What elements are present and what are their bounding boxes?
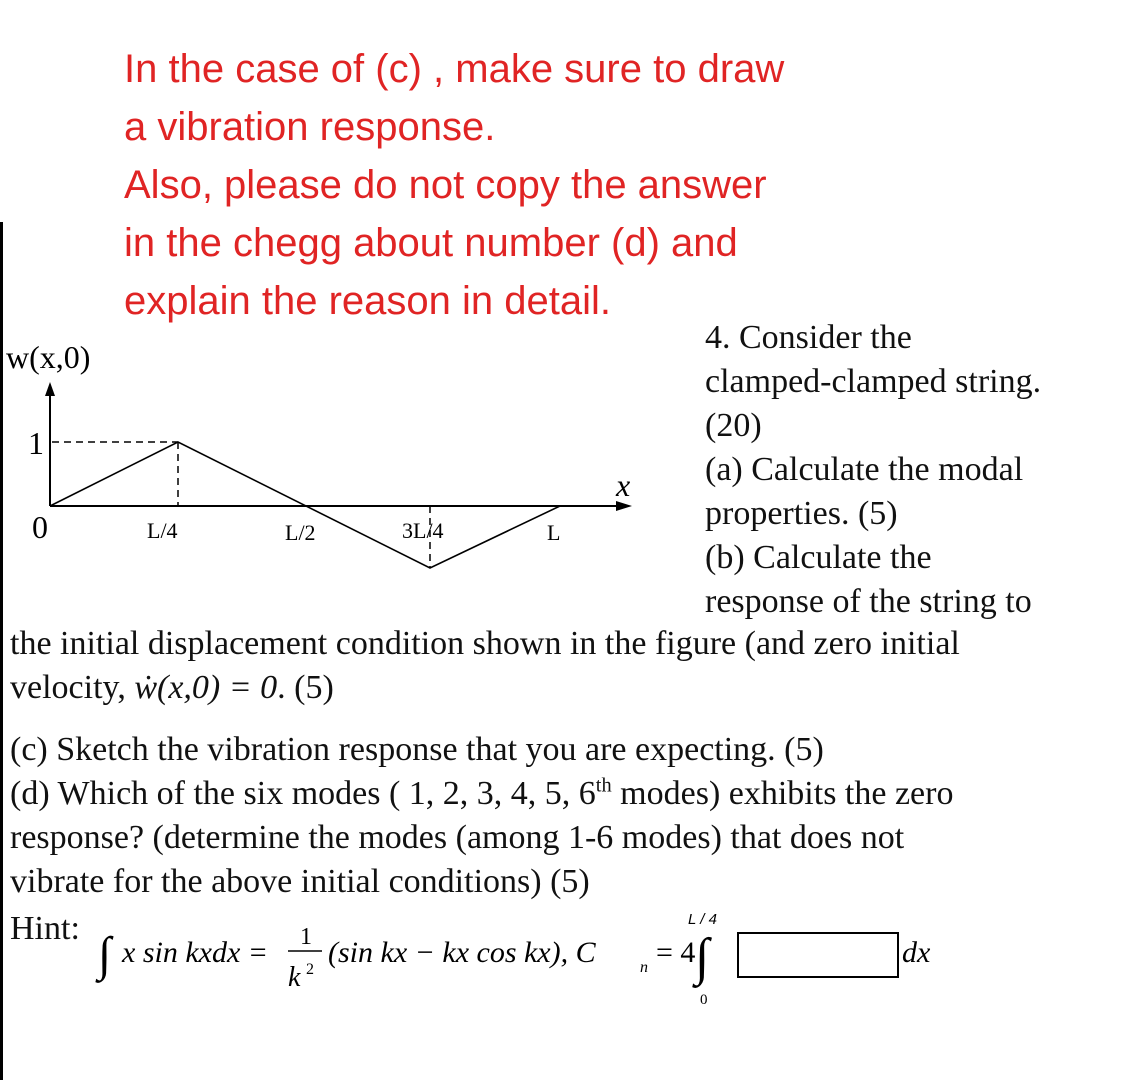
velocity-condition: ẇ(x,0) = 0 [134,669,278,706]
hint-formula [0,900,1123,1030]
cn-subscript: n [640,959,648,976]
x-tick-l: L [547,520,561,545]
integrand-blank-box [738,933,898,977]
x-axis-label: x [616,467,631,503]
fraction-numerator: 1 [300,924,312,950]
bracket-expression: (sin kx − kx cos kx), C [328,936,596,969]
question-line-7: response of the string to [705,583,1032,620]
equals-four: = 4 [656,936,696,969]
question-full-line: the initial displacement condition shown in the figure (and zero initial [10,625,960,662]
question-intro [705,316,1115,624]
x-tick-l4: L/4 [147,518,178,543]
part-d-pre: (d) Which of the six modes ( 1, 2, 3, 4, 5, 6 [10,775,596,812]
question-line-3: (20) [705,407,762,444]
part-d-post: modes) exhibits the zero [611,775,954,812]
lower-limit: 0 [700,992,708,1008]
initial-displacement-figure [0,330,700,590]
part-d-line-2: response? (determine the modes (among 1-6 modes) that does not [10,819,905,856]
instruction-note [124,40,844,330]
velocity-suffix: . (5) [277,669,334,706]
integral-sign-1: ∫ [98,928,112,981]
fraction-denominator-power: 2 [306,961,314,978]
integrand: x sin kxdx = [122,936,269,969]
y-axis-label: w(x,0) [6,339,91,375]
question-line-2: clamped-clamped string. [705,363,1042,400]
question-line-4: (a) Calculate the modal [705,451,1024,488]
origin-label: 0 [32,509,48,545]
part-d-line-3: vibrate for the above initial conditions) (5) [10,863,590,900]
dx-label: dx [902,936,931,969]
part-d-line-1 [10,772,1110,816]
question-parts [10,728,1110,904]
note-line-5: explain the reason in detail. [124,279,611,323]
x-tick-3l4: 3L/4 [402,518,444,543]
question-line-6: (b) Calculate the [705,539,932,576]
velocity-prefix: velocity, [10,669,126,706]
part-d-superscript: th [595,774,612,797]
y-tick-one: 1 [28,425,44,461]
question-line-1: 4. Consider the [705,319,912,356]
note-line-4: in the chegg about number (d) and [124,221,738,265]
question-continuation [10,622,1110,710]
hint-label: Hint: [10,910,80,947]
upper-limit: L / 4 [688,911,717,928]
x-tick-l2: L/2 [285,520,316,545]
note-line-2: a vibration response. [124,105,496,149]
velocity-line [10,666,1110,710]
part-c: (c) Sketch the vibration response that you are expecting. (5) [10,731,824,768]
question-line-5: properties. (5) [705,495,898,532]
fraction-denominator: k [288,962,301,993]
note-line-1: In the case of (c) , make sure to draw [124,47,785,91]
integral-sign-2: ∫ [695,929,710,986]
note-line-3: Also, please do not copy the answer [124,163,767,207]
y-axis-arrow [45,382,55,396]
